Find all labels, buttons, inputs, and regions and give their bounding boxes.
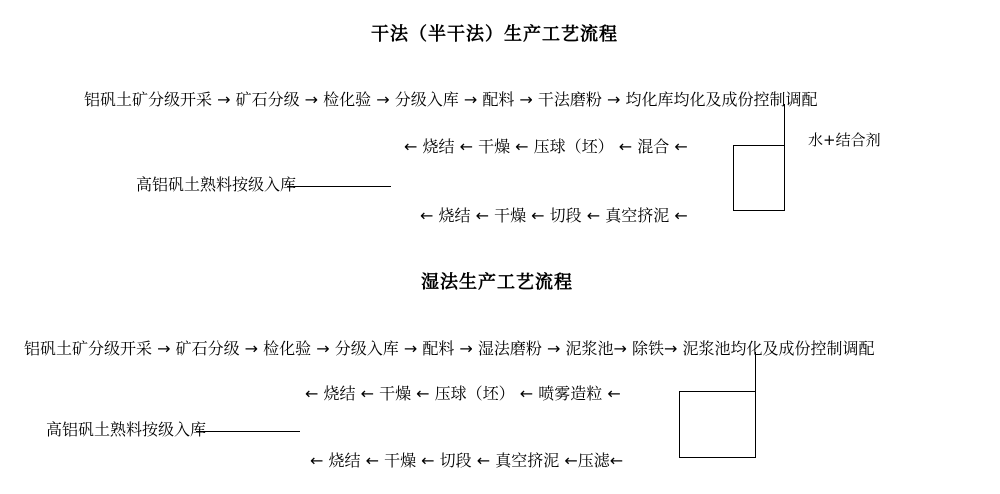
wet-process-clinker-label: 高铝矾土熟料按级入库	[46, 420, 207, 439]
dry-process-row-1: 铝矾土矿分级开采 → 矿石分级 → 检化验 → 分级入库 → 配料 → 干法磨粉 → 均化库均化及成份控制调配	[84, 90, 818, 109]
wet-process-row-1: 铝矾土矿分级开采 → 矿石分级 → 检化验 → 分级入库 → 配料 → 湿法磨粉 → 泥浆池→ 除铁→ 泥浆池均化及成份控制调配	[24, 339, 875, 358]
dry-process-clinker-label: 高铝矾土熟料按级入库	[136, 175, 297, 194]
dry-process-clinker-connector	[287, 186, 391, 187]
dry-process-branch-connector-lower	[733, 210, 785, 211]
wet-process-branch-connector-upper	[679, 391, 756, 392]
dry-process-additive-note: 水+结合剂	[808, 131, 881, 149]
wet-process-right-vertical-connector	[755, 352, 756, 458]
wet-process-branch-connector-lower	[679, 457, 756, 458]
dry-process-inner-vertical-connector	[733, 145, 734, 211]
diagram-title-wet: 湿法生产工艺流程	[421, 272, 573, 293]
wet-process-clinker-connector	[196, 431, 300, 432]
wet-process-inner-vertical-connector	[679, 391, 680, 458]
wet-process-row-2: ← 烧结 ← 干燥 ← 压球（坯） ← 喷雾造粒 ←	[305, 384, 621, 403]
dry-process-row-3: ← 烧结 ← 干燥 ← 切段 ← 真空挤泥 ←	[420, 206, 688, 225]
dry-process-branch-connector-upper	[733, 145, 785, 146]
dry-process-row-2: ← 烧结 ← 干燥 ← 压球（坯） ← 混合 ←	[404, 137, 688, 156]
dry-process-right-vertical-connector	[784, 104, 785, 210]
wet-process-row-3: ← 烧结 ← 干燥 ← 切段 ← 真空挤泥 ←压滤←	[310, 451, 624, 470]
diagram-title-dry: 干法（半干法）生产工艺流程	[371, 24, 618, 45]
